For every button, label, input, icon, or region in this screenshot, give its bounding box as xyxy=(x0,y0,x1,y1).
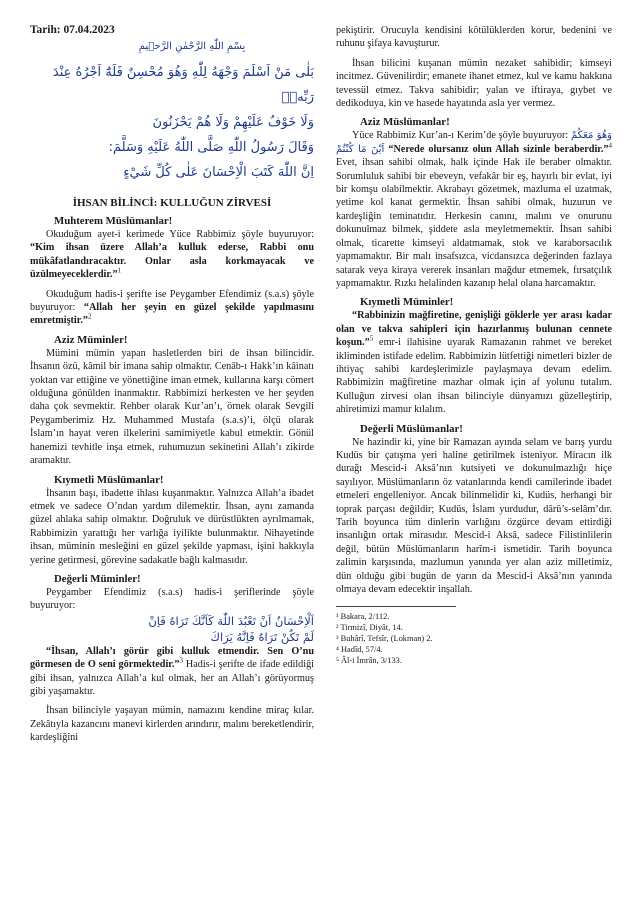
heading-aziz-muslumanlar: Aziz Müslümanlar! xyxy=(360,116,450,129)
paragraph-kudus: Ne hazindir ki, yine bir Ramazan ayında selam ve barış yurdu Kudüs bir çatışma yeri haline getirilmek isteniyor. Miracın ilk durağı Mescid-i Aksâ’nın kutsiyeti ve dokunulmazlığı hiçe sayılıyor. Müslümanların öz vatanlarında kendi camilerinde ibadet etmeleri engelleniyor. Ancak bilinmelidir ki, Kudüs, herhangi bir toprak parçası değildir; Kudüs, İslam yurdudur, dârü’s-selâm’dır. Tarih boyunca tüm dinlerin varlığını özgürce devam ettirdiği insanlığın ortak mirasıdır. Mescid-i Aksâ, sadece Filistinlilerin değil, bütün Müslümanların harîm-i ismetidir. Tarih boyunca zalimin karşısında, mazlumun yanında yer alan aziz milletimiz, dün olduğu gibi bugün de yarın da Mescid-i Aksâ’nın yanında olmaya devam edecektir inşallah. xyxy=(336,436,612,596)
quote-bold: “İhsan, Allah’ı görür gibi kulluk etmendir. Sen O’nu görmesen de O seni görmektedir.” xyxy=(30,645,314,671)
paragraph-beraberlik xyxy=(336,129,612,290)
footnote-1: ¹ Bakara, 2/112. xyxy=(336,612,390,622)
heading-kiymetli-muslumanlar: Kıymetli Müslümanlar! xyxy=(54,473,164,486)
footnote-3: ³ Buhârî, Tefsîr, (Lokman) 2. xyxy=(336,634,433,644)
heading-kiymetli-muminler: Kıymetli Müminler! xyxy=(360,296,454,309)
hadith-arabic-line-2: لَمْ تَكُنْ تَرَاهُ فَاِنَّهُ يَرَاكَ xyxy=(210,629,314,644)
text: Hadis-i şerifte de ifade edildiği gibi ihsan, yalnızca Allah’a kul olmak, her an Allah’ı görüyormuş gibi yaşamaktır. xyxy=(30,659,315,697)
footnote-ref: 3 xyxy=(179,656,184,665)
paragraph-ayah-quote xyxy=(30,228,314,282)
footnote-ref: 1 xyxy=(117,266,122,275)
paragraph-continuation: pekiştirir. Orucuyla kendisini kötülüklerden korur, bedenini ve ruhunu şifaya kavuşturur. xyxy=(336,25,612,50)
heading-muhterem: Muhterem Müslümanlar! xyxy=(54,215,173,227)
quote-bold: “Nerede olursanız olun Allah sizinle beraberdir.” xyxy=(384,143,609,155)
paragraph-nezaket: İhsan bilicini kuşanan mümin nezaket sahibidir; kimseyi incitmez. Güvenilirdir; emanete ihanet etmez, kul ve kamu hakkına tevessül etmez. Takva sahibidir; yalan ve iftiraya, gıybet ve dedikoduya, kin ve hasede hayatında asla yer vermez. xyxy=(336,57,612,110)
paragraph-namaz-zekat: İhsan bilinciyle yaşayan mümin, namazını kendine miraç kılar. Zekâtıyla kazancını manevi kirlerden arındırır, malını bereketlendirir, kardeşliğini xyxy=(30,705,314,744)
left-column xyxy=(30,24,314,745)
ayah-line-1: بَلٰى مَنْ اَسْلَمَ وَجْهَهُ لِلّٰهِ وَهُوَ مُحْسِنٌ فَلَهُٓ اَجْرُهُ عِنْدَ رَبِّه۪ۖ xyxy=(52,65,314,105)
footnote-ref: 2 xyxy=(88,313,92,322)
ayah-line-4: اِنَّ اللّٰهَ كَتَبَ الْاِحْسَانَ عَلٰى كُلِّ شَيْءٍ xyxy=(123,165,314,180)
quote-bold: “Rabbinizin mağfiretine, genişliği göklerle yer arası kadar olan ve takva sahipleri için hazırlanmış bulunan cennete koşun.” xyxy=(336,310,612,349)
footnote-2: ² Tirmizî, Diyât, 14. xyxy=(336,623,403,633)
date-label: Tarih: 07.04.2023 xyxy=(30,24,115,36)
ayah-line-3: وَقَالَ رَسُولُ اللّٰهِ صَلَّى اللّٰهُ عَلَيْهِ وَسَلَّمَ: xyxy=(108,140,314,155)
footnote-5: ⁵ Âl-i İmrân, 3/133. xyxy=(336,656,402,666)
footnote-divider xyxy=(336,606,456,607)
heading-degerli-muslumanlar: Değerli Müslümanlar! xyxy=(360,422,463,435)
heading-aziz-muminler: Aziz Müminler! xyxy=(54,333,128,346)
sermon-title: İHSAN BİLİNCİ: KULLUĞUN ZİRVESİ xyxy=(72,197,272,209)
footnote-ref: 5 xyxy=(369,334,374,343)
quote-bold: “Kim ihsan üzere Allah’a kulluk ederse, Rabbi onu mükâfatlandıracaktır. Onlar asla korkmayacak ve üzülmeyeceklerdir.” xyxy=(30,242,314,281)
text: Yüce Rabbimiz Kur’an-ı Kerim’de şöyle buyuruyor: xyxy=(352,130,571,142)
paragraph-hadith-intro: Peygamber Efendimiz (s.a.s) hadis-i şeriflerinde şöyle buyuruyor: xyxy=(30,586,314,612)
paragraph-magfiret xyxy=(336,309,612,416)
paragraph-ihsanin-basi: İhsanın başı, ibadette ihlası kuşanmaktır. Yalnızca Allah’a ibadet etmek ve sadece O’ndan yardım dilemektir. İhsan, aynı zamanda güzel ahlaka sahip olmaktır. Doğruluk ve dürüstlükten ayrılmamak, Rabbimizin yarattığı her varlığa iyilikte bulunmaktır. Nihayetinde ihsan, müminin mesleğini en güzel şekilde yapması, işini hakkıyla yerine getirmesi, görevine sadakatle bağlı kalmasıdır. xyxy=(30,487,314,566)
footnote-4: ⁴ Hadîd, 57/4. xyxy=(336,645,383,655)
right-column xyxy=(336,24,612,666)
paragraph-ihsan-bilinci: Mümini mümin yapan hasletlerden biri de ihsan bilincidir. İhsanın özü, kâmil bir imana sahip olmaktır. Cenâb-ı Hakk’ın kâinatı yoktan var ettiğine ve yönettiğine iman etmek, kullarına karşı cömert olduğuna gönülden inanmaktır. Rabbimizi herkesten ve her şeyden daha çok sevmektir. Rehber olarak Kur’an’ı, örnek olarak Sevgili Peygamberimiz Hz. Muhammed Mustafa (s.a.s)’i, ölçü olarak İslam’ın hayat veren ilkelerini samimiyetle kabul etmektir. Gönül hanemizi tevhitle inşa etmek, ruhumuzun sekinetini Allah’ı zikirde aramaktır. xyxy=(30,347,314,467)
text: emr-i ilahisine uyarak Ramazanın rahmet ve bereket ikliminden istifade edelim. Rabbimizin lütfettiği nimetleri bizler de ihtiyaç sahibi kardeşlerimizle paylaşmaya devam edelim. Rabbimizin mağfiretine mazhar olmak için af yolunu tutalım. Kulluğun zirvesi olan ihsan bilinciyle dünyamızı güzelleştirip, ahiretimizi mamur kılalım. xyxy=(336,337,612,416)
basmala-calligraphy: بِسْمِ اللّٰهِ الرَّحْمٰنِ الرَّح۪يمِ xyxy=(138,41,246,52)
text: Okuduğum hadis-i şerifte ise Peygamber Efendimiz (s.a.s) şöyle buyuruyor: xyxy=(30,288,314,314)
paragraph-hadith-meaning xyxy=(30,645,314,699)
quote-bold: “Allah her şeyin en güzel şekilde yapılmasını emretmiştir.” xyxy=(30,302,314,327)
text: Okuduğum ayet-i kerimede Yüce Rabbimiz şöyle buyuruyor: xyxy=(46,229,314,240)
heading-degerli-muminler: Değerli Müminler! xyxy=(54,572,141,585)
paragraph-hadith-quote xyxy=(30,288,314,328)
ayah-line-2: وَلَا خَوْفٌ عَلَيْهِمْ وَلَا هُمْ يَحْزَنُونَ xyxy=(152,115,314,130)
inline-arabic: وَهُوَ مَعَكُمْ اَيْنَ مَا كُنْتُمْ xyxy=(336,130,612,155)
hadith-arabic-line-1: اَلْاِحْسَانُ اَنْ تَعْبُدَ اللّٰهَ كَاَنَّكَ تَرَاهُ فَاِنْ xyxy=(148,613,314,628)
text: Evet, ihsan sahibi olmak, halk içinde Hak ile beraber olmaktır. Sorumluluk sahibi bir ebeveyn, vefakâr bir eş, hayırlı bir evlat, iyi bir komşu olabilmektir. Akrabayı gözetmek, mazluma el uzatmak, yetime kol kanat germektir. İhsan sahibi olmak, huzurun ve kardeşliğin teminatıdır. Herkesin canını, malını ve onurunu dokunulmaz bilmek, şiddete asla meyletmemektir. İhsan sahibi olmak, ticarette kimseyi aldatmamak, stok ve karaborsacılık yapmamaktır. Bir malı insafsızca, vicdansızca değerinden fazlaya satarak veya kiraya vererek insanları mağdur etmemek, fırsatçılık yapmamaktır. Rızkı helalinden kazanıp helal olana harcamaktır. xyxy=(336,157,612,289)
footnote-ref: 4 xyxy=(608,141,612,150)
